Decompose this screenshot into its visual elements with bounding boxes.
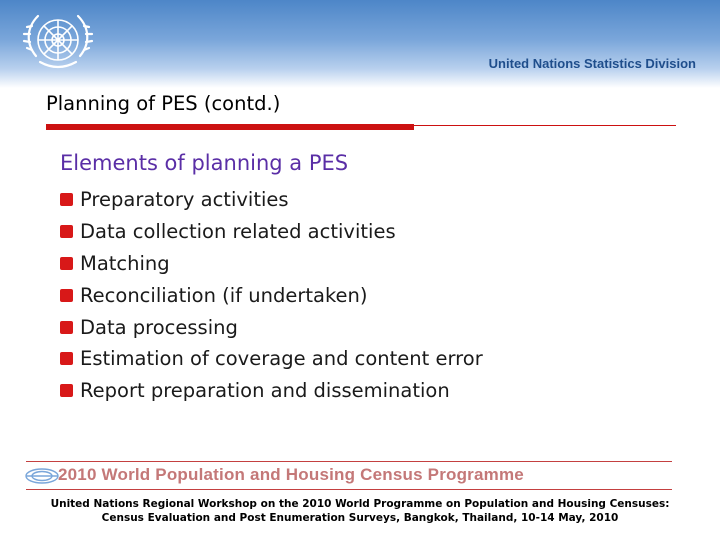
title-underline-thin (414, 125, 676, 126)
list-item (60, 248, 483, 280)
list-item (60, 311, 483, 343)
bullet-text: Matching (80, 251, 170, 275)
square-bullet-icon (60, 289, 73, 302)
list-item (60, 279, 483, 311)
list-item (60, 184, 483, 216)
square-bullet-icon (60, 321, 73, 334)
header-band (0, 0, 720, 88)
footer-line-1: United Nations Regional Workshop on the 2010 World Programme on Population and Housing Censuses: (50, 498, 670, 510)
bullet-text: Data collection related activities (80, 220, 396, 244)
bullet-text: Preparatory activities (80, 188, 289, 212)
bullet-list (60, 184, 483, 407)
square-bullet-icon (60, 193, 73, 206)
list-item (60, 343, 483, 375)
title-underline-thick (46, 124, 414, 130)
un-emblem-icon (20, 8, 96, 76)
slide-subtitle: Elements of planning a PES (60, 151, 349, 175)
footer-caption (0, 497, 720, 525)
footer-rule-top (26, 461, 672, 462)
footer-rule-bottom (26, 489, 672, 490)
bullet-text: Data processing (80, 315, 238, 339)
footer-line-2: Census Evaluation and Post Enumeration Surveys, Bangkok, Thailand, 10-14 May, 2010 (101, 512, 619, 524)
slide-title: Planning of PES (contd.) (46, 92, 281, 115)
division-name: United Nations Statistics Division (488, 56, 696, 71)
square-bullet-icon (60, 384, 73, 397)
square-bullet-icon (60, 352, 73, 365)
list-item (60, 216, 483, 248)
census-programme-banner: 2010 World Population and Housing Census Programme (58, 465, 524, 484)
bullet-text: Reconciliation (if undertaken) (80, 283, 368, 307)
bullet-text: Report preparation and dissemination (80, 379, 450, 403)
square-bullet-icon (60, 225, 73, 238)
bullet-text: Estimation of coverage and content error (80, 347, 483, 371)
square-bullet-icon (60, 257, 73, 270)
census-programme-logo-icon (24, 466, 60, 486)
list-item (60, 375, 483, 407)
